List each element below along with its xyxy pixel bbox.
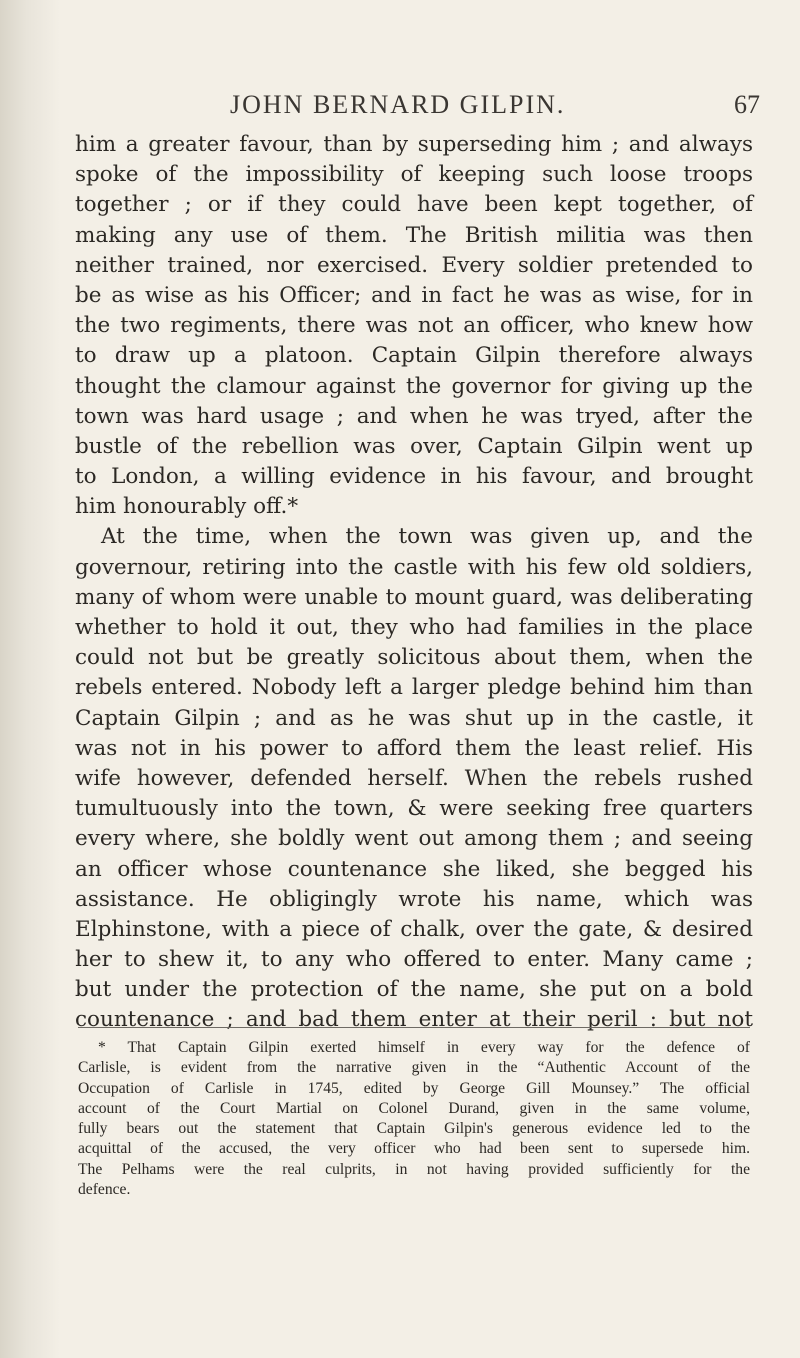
body-line: wife however, defended herself. When the rebels rushed — [75, 765, 753, 791]
body-line: Elphinstone, with a piece of chalk, over the gate, & desired — [75, 916, 753, 942]
footnote-line: * That Captain Gilpin exerted himself in every way for the defence of — [98, 1039, 750, 1056]
body-line: him honourably off.* — [75, 494, 299, 520]
footnote-line: fully bears out the statement that Captain Gilpin's generous evidence led to the — [78, 1120, 750, 1138]
body-line: assistance. He obligingly wrote his name, which was — [75, 886, 753, 912]
body-line: him a greater favour, than by superseding him ; and always — [75, 132, 753, 157]
body-line: whether to hold it out, they who had families in the place — [75, 615, 753, 640]
body-line: together ; or if they could have been kept together, of — [75, 192, 753, 218]
footnote — [78, 1038, 750, 1200]
body-line: be as wise as his Officer; and in fact he was as wise, for in — [75, 282, 753, 308]
body-line: to draw up a platoon. Captain Gilpin therefore always — [75, 343, 753, 369]
body-line: every where, she boldly went out among them ; and seeing — [75, 826, 753, 852]
footnote-line: acquittal of the accused, the very officer who had been sent to supersede him. — [78, 1140, 750, 1158]
body-line: countenance ; and bad them enter at their peril : but not — [75, 1007, 753, 1033]
body-line: bustle of the rebellion was over, Captain Gilpin went up — [75, 433, 753, 459]
body-line: neither trained, nor exercised. Every soldier pretended to — [75, 252, 753, 278]
body-line: her to shew it, to any who offered to enter. Many came ; — [75, 947, 753, 973]
body-line: rebels entered. Nobody left a larger pledge behind him than — [75, 675, 753, 701]
body-line: Captain Gilpin ; and as he was shut up in the castle, it — [75, 705, 753, 731]
page-number: 67 — [734, 90, 760, 119]
body-line: At the time, when the town was given up, and the — [101, 524, 753, 550]
body-line: but under the protection of the name, she put on a bold — [75, 977, 753, 1003]
body-line: the two regiments, there was not an officer, who knew how — [75, 313, 753, 339]
footnote-line: Occupation of Carlisle in 1745, edited by George Gill Mounsey.” The official — [78, 1079, 750, 1097]
footnote-line: The Pelhams were the real culprits, in not having provided sufficiently for the — [78, 1160, 750, 1178]
footnote-line: account of the Court Martial on Colonel Durand, given in the same volume, — [78, 1099, 750, 1117]
body-line: making any use of them. The British militia was then — [75, 222, 753, 248]
body-line: an officer whose countenance she liked, she begged his — [75, 856, 753, 882]
footnote-rule — [78, 1027, 750, 1028]
body-line: tumultuously into the town, & were seeking free quarters — [75, 796, 753, 822]
body-line: thought the clamour against the governor for giving up the — [75, 373, 753, 399]
body-line: could not but be greatly solicitous about them, when the — [75, 645, 753, 671]
body-line: town was hard usage ; and when he was tryed, after the — [75, 403, 753, 429]
body-line: to London, a willing evidence in his favour, and brought — [75, 464, 753, 490]
footnote-line: Carlisle, is evident from the narrative given in the “Authentic Account of the — [78, 1059, 750, 1077]
body-text — [75, 130, 753, 1036]
body-line: many of whom were unable to mount guard, was deliberating — [75, 584, 753, 610]
footnote-line: defence. — [78, 1181, 131, 1199]
page-edge-shadow — [0, 0, 60, 1358]
body-line: spoke of the impossibility of keeping such loose troops — [75, 162, 753, 188]
body-line: governour, retiring into the castle with his few old soldiers, — [75, 554, 753, 580]
running-head: JOHN BERNARD GILPIN. — [230, 90, 566, 119]
page-header — [200, 82, 760, 122]
body-line: was not in his power to afford them the least relief. His — [75, 735, 753, 761]
